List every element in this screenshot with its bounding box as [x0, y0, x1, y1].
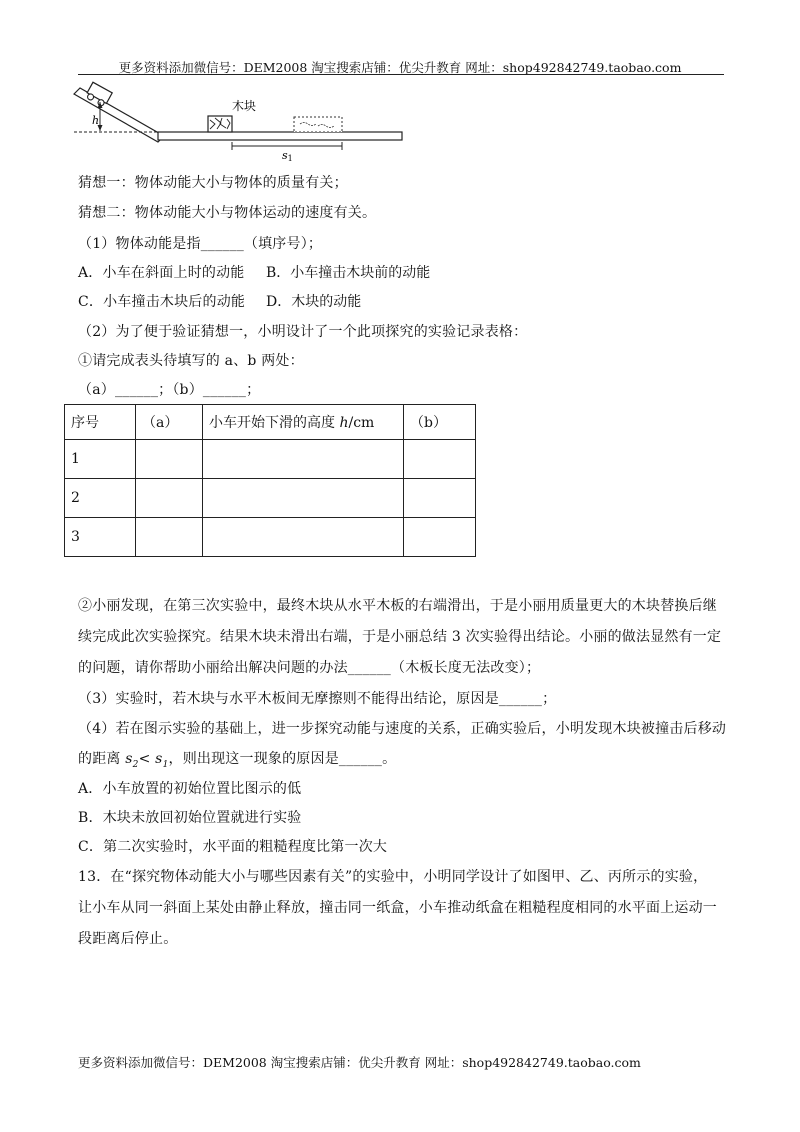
- row-index: 2: [65, 479, 136, 518]
- cell-height: [203, 518, 404, 557]
- cell-b: [404, 518, 476, 557]
- question-13-line-3: 段距离后停止。: [78, 931, 178, 947]
- question-2-blanks: （a）______；（b）______；: [78, 382, 261, 398]
- header-index: 序号: [65, 405, 136, 440]
- wood-block: [208, 116, 232, 132]
- header-b: （b）: [404, 405, 476, 440]
- cell-b: [404, 479, 476, 518]
- h-label: h: [92, 114, 100, 127]
- question-1: （1）物体动能是指______（填序号）；: [78, 236, 323, 252]
- cell-a: [136, 479, 203, 518]
- experiment-figure: [72, 80, 412, 162]
- page-header: 更多资料添加微信号：DEM2008 淘宝搜索店铺：优尖升教育 网址：shop492842749.taobao.com: [118, 60, 682, 75]
- record-table: [64, 404, 476, 557]
- question-3: （3）实验时，若木块与水平木板间无摩擦则不能得出结论，原因是______；: [78, 691, 557, 707]
- cell-a: [136, 518, 203, 557]
- s1-label: s1: [282, 149, 293, 162]
- question-13-line-1: 13．在“探究物体动能大小与哪些因素有关”的实验中，小明同学设计了如图甲、乙、丙所示的实验，: [78, 869, 708, 885]
- row-index: 3: [65, 518, 136, 557]
- table-row: [65, 518, 476, 557]
- question-4-option-b: B．木块未放回初始位置就进行实验: [78, 810, 302, 826]
- question-4-option-a: A．小车放置的初始位置比图示的低: [78, 781, 302, 797]
- page-footer: 更多资料添加微信号：DEM2008 淘宝搜索店铺：优尖升教育 网址：shop492842749.taobao.com: [78, 1055, 641, 1070]
- option-b: B．小车撞击木块前的动能: [266, 265, 431, 281]
- table-row: [65, 440, 476, 479]
- block-label: 木块: [232, 99, 257, 113]
- part-2-line-1: ②小丽发现，在第三次实验中，最终木块从水平木板的右端滑出，于是小丽用质量更大的木块替换后继: [78, 598, 717, 614]
- part-2-line-2: 续完成此次实验探究。结果木块未滑出右端，于是小丽总结 3 次实验得出结论。小丽的做法显然有一定: [78, 629, 722, 645]
- cell-height: [203, 479, 404, 518]
- option-d: D．木块的动能: [266, 294, 362, 310]
- question-4-option-c: C．第二次实验时，水平面的粗糙程度比第一次大: [78, 839, 388, 855]
- question-4-line-2: 的距离 $s_2< s_1$，则出现这一现象的原因是______。: [78, 751, 397, 770]
- option-a: A．小车在斜面上时的动能: [78, 265, 245, 281]
- horizontal-board: [158, 132, 402, 140]
- table-header-row: [65, 405, 476, 440]
- part-2-line-3: 的问题，请你帮助小丽给出解决问题的办法______（木板长度无法改变）；: [78, 660, 541, 676]
- table-row: [65, 479, 476, 518]
- row-index: 1: [65, 440, 136, 479]
- question-13-line-2: 让小车从同一斜面上某处由静止释放，撞击同一纸盒，小车推动纸盒在粗糙程度相同的水平面上运动一: [78, 900, 717, 916]
- header-rule: [78, 74, 724, 75]
- question-2-part-1: ①请完成表头待填写的 a、b 两处：: [78, 353, 304, 369]
- cell-a: [136, 440, 203, 479]
- question-4-line-1: （4）若在图示实验的基础上，进一步探究动能与速度的关系，正确实验后，小明发现木块被撞击后移动: [78, 721, 727, 737]
- question-2: （2）为了便于验证猜想一，小明设计了一个此项探究的实验记录表格：: [78, 324, 528, 340]
- cell-height: [203, 440, 404, 479]
- header-a: （a）: [136, 405, 203, 440]
- guess-two: 猜想二：物体动能大小与物体运动的速度有关。: [78, 205, 377, 221]
- option-c: C．小车撞击木块后的动能: [78, 294, 246, 310]
- cell-b: [404, 440, 476, 479]
- moved-block: [294, 117, 342, 132]
- guess-one: 猜想一：物体动能大小与物体的质量有关；: [78, 175, 348, 191]
- header-height: 小车开始下滑的高度 h/cm: [203, 405, 404, 440]
